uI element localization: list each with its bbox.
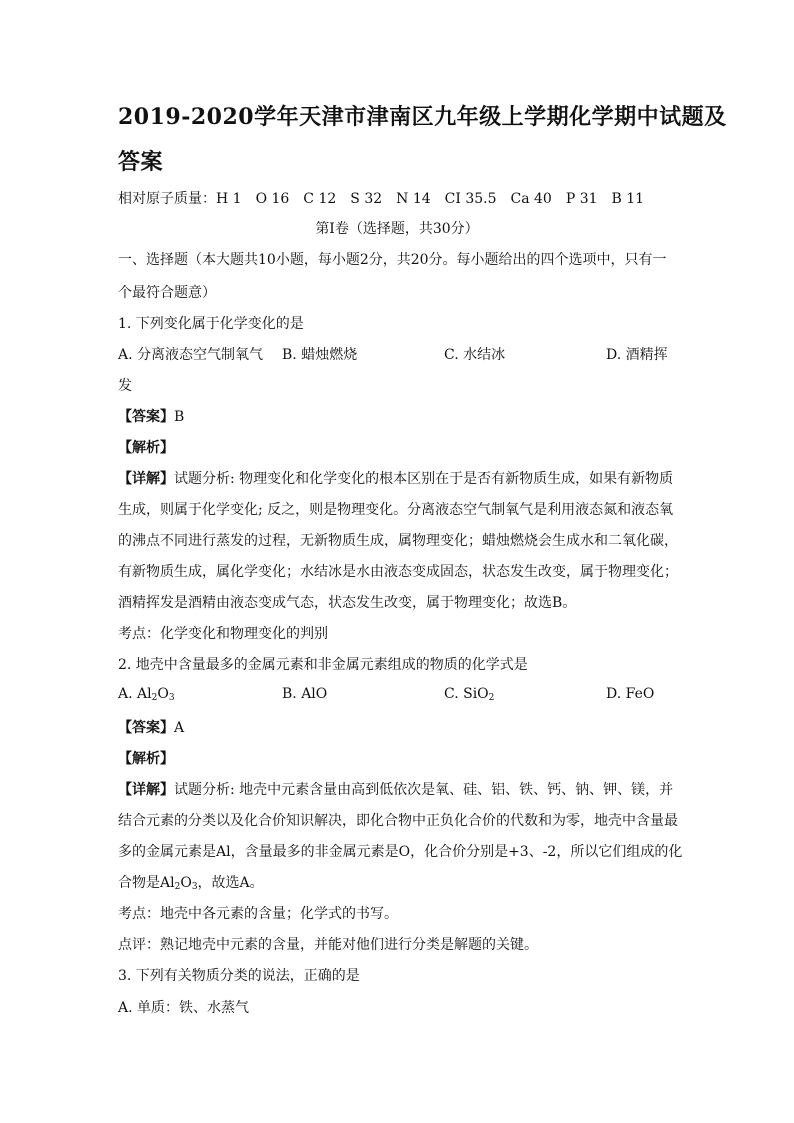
- q1-stem: 1. 下列变化属于化学变化的是: [118, 316, 304, 332]
- q1-option-d-cont: 发: [118, 378, 132, 394]
- q1-detail-line1: [118, 468, 673, 488]
- q2-option-c-text: C. SiO: [444, 686, 489, 702]
- q2-detail-line2: 结合元素的分类以及化合价知识解决，即化合物中正负化合价的代数和为零，地壳中含量最: [118, 813, 678, 829]
- q3-stem: 3. 下列有关物质分类的说法，正确的是: [118, 968, 360, 984]
- q1-detail-line3: 的沸点不同进行蒸发的过程，无新物质生成，属物理变化；蜡烛燃烧会生成水和二氧化碳，: [118, 533, 678, 549]
- atomic-mass-line: 相对原子质量：H 1 O 16 C 12 S 32 N 14 CI 35.5 Ca 40 P 31 B 11: [118, 191, 645, 207]
- q2-option-a-sub2: 3: [168, 693, 175, 703]
- q2-option-b: B. AlO: [282, 686, 328, 702]
- section-header: 第Ⅰ卷（选择题，共30分）: [315, 221, 479, 237]
- q2-detail-post: ，故选A。: [197, 875, 264, 891]
- q2-detail-line1: [118, 779, 673, 799]
- q1-kaodian: 考点：化学变化和物理变化的判别: [118, 626, 328, 642]
- q2-analysis-tag: [118, 748, 174, 768]
- instruction-line1: 一、选择题（本大题共10小题，每小题2分，共20分。每小题给出的四个选项中，只有一: [118, 252, 667, 268]
- q1-option-b: B. 蜡烛燃烧: [282, 347, 358, 363]
- q2-detail-line4-text: 合物是Al: [118, 875, 175, 891]
- q1-answer: [118, 406, 184, 426]
- q2-stem: 2. 地壳中含量最多的金属元素和非金属元素组成的物质的化学式是: [118, 657, 528, 673]
- q2-kaodian: 考点：地壳中各元素的含量；化学式的书写。: [118, 906, 398, 922]
- analysis-tag: 【解析】: [118, 751, 174, 767]
- answer-value: B: [174, 409, 185, 425]
- q2-option-c-sub: 2: [488, 693, 495, 703]
- document-title-line2: 答案: [118, 149, 164, 175]
- q1-detail-line4: 有新物质生成，属化学变化；水结冰是水由液态变成固态，状态发生改变，属于物理变化；: [118, 564, 678, 580]
- q2-option-a-sub1: 2: [151, 693, 158, 703]
- q2-option-a: [118, 686, 175, 702]
- q2-option-a-text: A. Al: [118, 686, 152, 702]
- detail-tag: 【详解】: [118, 471, 174, 487]
- analysis-tag: 【解析】: [118, 440, 174, 456]
- q1-option-a: A. 分离液态空气制氧气: [118, 347, 264, 363]
- q1-detail-line5: 酒精挥发是酒精由液态变成气态，状态发生改变，属于物理变化；故选B。: [118, 595, 577, 611]
- answer-tag: 【答案】: [118, 720, 174, 736]
- detail-text: 试题分析: 物理变化和化学变化的根本区别在于是否有新物质生成，如果有新物质: [174, 471, 674, 487]
- answer-value: A: [174, 720, 185, 736]
- detail-text: 试题分析: 地壳中元素含量由高到低依次是氧、硅、铝、铁、钙、钠、钾、镁，并: [174, 782, 674, 798]
- q3-option-a: A. 单质：铁、水蒸气: [118, 1000, 250, 1016]
- document-title-line1: 2019-2020学年天津市津南区九年级上学期化学期中试题及: [118, 104, 727, 130]
- q1-analysis-tag: [118, 437, 174, 457]
- q1-option-d: D. 酒精挥: [606, 347, 668, 363]
- q2-detail-sub1: 2: [174, 882, 181, 892]
- q1-detail-line2: 生成，则属于化学变化; 反之，则是物理变化。分离液态空气制氧气是利用液态氮和液态氧: [118, 502, 674, 518]
- q2-detail-line3: 多的金属元素是Al，含量最多的非金属元素是O，化合价分别是+3、-2，所以它们组成的化: [118, 844, 683, 860]
- q2-answer: [118, 717, 184, 737]
- q2-detail-sub2: 3: [191, 882, 198, 892]
- instruction-line2: 个最符合题意）: [118, 285, 216, 301]
- answer-tag: 【答案】: [118, 409, 174, 425]
- q2-option-d: D. FeO: [606, 686, 655, 702]
- q2-option-c: [444, 686, 494, 702]
- q2-detail-line4: [118, 872, 264, 892]
- q1-option-c: C. 水结冰: [444, 347, 506, 363]
- q2-dianping: 点评：熟记地壳中元素的含量，并能对他们进行分类是解题的关键。: [118, 937, 538, 953]
- q2-detail-mid: O: [180, 875, 192, 891]
- detail-tag: 【详解】: [118, 782, 174, 798]
- q2-option-a-mid: O: [157, 686, 169, 702]
